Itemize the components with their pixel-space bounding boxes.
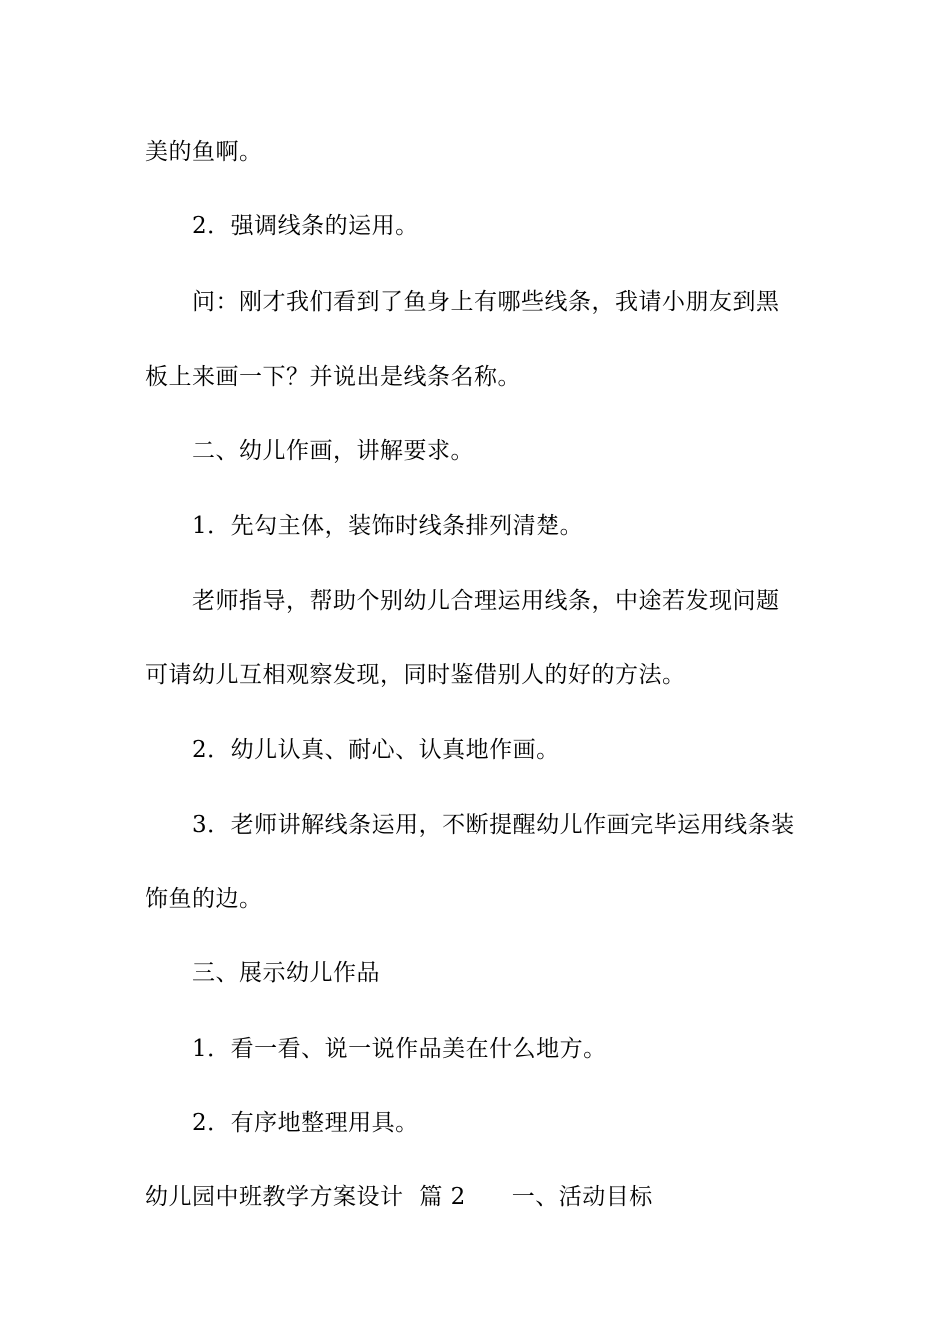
paragraph-line: 板上来画一下？并说出是线条名称。 bbox=[145, 364, 521, 390]
section-heading: 二、幼儿作画，讲解要求。 bbox=[192, 438, 474, 464]
paragraph-line: 问：刚才我们看到了鱼身上有哪些线条，我请小朋友到黑 bbox=[192, 289, 780, 315]
section-title: 一、活动目标 bbox=[511, 1184, 653, 1210]
section-heading: 三、展示幼儿作品 bbox=[192, 960, 380, 986]
paragraph-line: 美的鱼啊。 bbox=[145, 139, 263, 165]
paragraph-line: 1．先勾主体，装饰时线条排列清楚。 bbox=[192, 513, 584, 539]
paragraph-line: 2．有序地整理用具。 bbox=[192, 1110, 419, 1136]
paragraph-line: 3．老师讲解线条运用，不断提醒幼儿作画完毕运用线条装 bbox=[192, 812, 795, 838]
paragraph-line: 老师指导，帮助个别幼儿合理运用线条，中途若发现问题 bbox=[192, 588, 780, 614]
paragraph-line: 2．幼儿认真、耐心、认真地作画。 bbox=[192, 737, 560, 763]
document-heading bbox=[145, 1182, 825, 1212]
paragraph-line: 1．看一看、说一说作品美在什么地方。 bbox=[192, 1036, 607, 1062]
paragraph-line: 可请幼儿互相观察发现，同时鉴借别人的好的方法。 bbox=[145, 662, 686, 688]
paragraph-line: 饰鱼的边。 bbox=[145, 886, 263, 912]
paragraph-line: 2．强调线条的运用。 bbox=[192, 213, 419, 239]
document-part: 篇 2 bbox=[419, 1184, 466, 1210]
document-title: 幼儿园中班教学方案设计 bbox=[145, 1184, 404, 1210]
